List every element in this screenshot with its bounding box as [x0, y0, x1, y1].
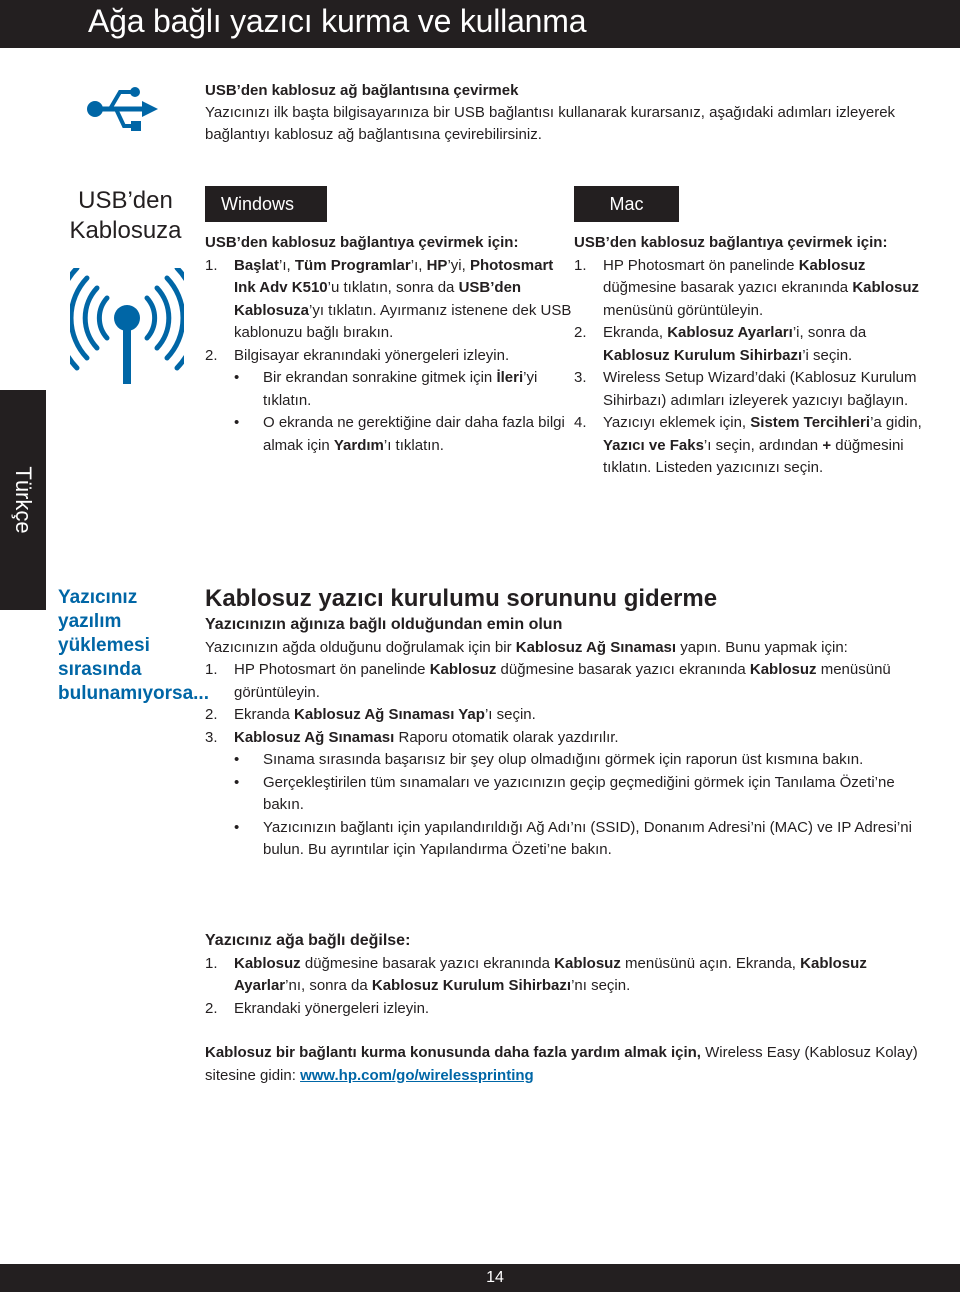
windows-subheading: USB’den kablosuz bağlantıya çevirmek için: — [205, 234, 519, 251]
mac-step-1 — [574, 255, 929, 323]
step-number: 1. — [205, 256, 218, 274]
step-bold: Kablosuz — [798, 256, 866, 274]
step-number: 1. — [205, 661, 218, 678]
trouble-step-3 — [205, 727, 925, 750]
step-text: HP Photosmart ön panelinde — [603, 256, 799, 274]
bullet-mark: • — [234, 369, 240, 386]
bullet-text: Yazıcınızın bağlantı için yapılandırıldığı Ağ Adı’nı (SSID), Donanım Adresi’ni (MAC) ve IP Adresi’ni bulun. Bu ayrıntılar için Yapılandırma Özeti’ne bakın. — [263, 818, 912, 858]
usb-title-line2: Kablosuza — [69, 217, 182, 244]
step-number: 2. — [205, 346, 218, 364]
trouble-bullets — [205, 749, 925, 862]
help-paragraph — [205, 1042, 925, 1087]
bullet-bold: Yardım — [333, 436, 384, 454]
usb-title-line1: USB’den — [78, 187, 173, 214]
step-bold: HP — [426, 256, 448, 274]
not-connected-step-1 — [205, 953, 925, 998]
step-bold: Kablosuz — [749, 661, 817, 678]
page-footer — [0, 1264, 960, 1292]
trouble-side-title: Yazıcınız yazılım yüklemesi sırasında bulunamıyorsa... — [58, 587, 209, 704]
windows-bullet-1 — [205, 367, 575, 412]
bullet-text: Bir ekrandan sonrakine gitmek için — [263, 369, 497, 386]
troubleshooting-section — [205, 584, 925, 862]
step-text: ’i, sonra da — [792, 324, 867, 341]
windows-step-2 — [205, 345, 575, 368]
step-bold: Kablosuz Kurulum Sihirbazı — [371, 977, 572, 994]
bullet-text: O ekranda ne gerektiğine dair daha fazla bilgi almak için — [263, 414, 565, 454]
language-tab-label: Türkçe — [11, 466, 36, 534]
trouble-intro — [205, 637, 925, 660]
windows-steps — [205, 255, 575, 368]
step-text: ’nı seçin. — [571, 977, 631, 994]
windows-step-1 — [205, 255, 575, 345]
step-text: ’ı seçin, ardından — [703, 436, 823, 454]
step-text: Bilgisayar ekranındaki yönergeleri izleyin. — [234, 346, 510, 364]
step-number: 1. — [205, 954, 218, 972]
bullet-text: Sınama sırasında başarısız bir şey olup olmadığını görmek için raporun üst kısmına bakın. — [263, 751, 864, 768]
trouble-bullet-3 — [205, 817, 925, 862]
mac-step-4 — [574, 412, 929, 480]
step-bold: Kablosuz — [852, 279, 919, 296]
mac-section — [574, 186, 929, 480]
mac-step-2 — [574, 322, 929, 367]
bullet-mark: • — [234, 773, 240, 791]
intro-text: Yazıcınızın ağda olduğunu doğrulamak için bir — [205, 638, 516, 656]
step-bold: Kablosuz — [429, 661, 497, 678]
step-bold: Kablosuz Kurulum Sihirbazı — [603, 346, 803, 364]
step-text: menüsünü görüntüleyin. — [603, 301, 764, 319]
intro-text: yapın. Bunu yapmak için: — [676, 638, 848, 656]
bullet-bold: İleri — [496, 369, 524, 386]
step-text: Wireless Setup Wizard’daki (Kablosuz Kurulum Sihirbazı) adımları izleyerek yazıcıyı bağlayın. — [603, 369, 917, 409]
trouble-heading: Kablosuz yazıcı kurulumu sorununu giderme — [205, 585, 718, 612]
page-number: 14 — [486, 1269, 504, 1286]
step-bold: Kablosuz Ayarları — [667, 324, 793, 341]
bullet-mark: • — [234, 414, 240, 431]
step-text: Ekranda, — [603, 324, 668, 341]
mac-label: Mac — [574, 186, 679, 222]
not-connected-step-2 — [205, 998, 925, 1021]
step-bold: USB’den Kablosuza — [234, 279, 522, 319]
step-text: ’i seçin. — [802, 346, 853, 364]
page-header — [0, 0, 960, 48]
trouble-step-1 — [205, 659, 925, 704]
step-number: 2. — [574, 324, 587, 341]
step-text: Ekrandaki yönergeleri izleyin. — [234, 999, 430, 1017]
intro-heading: USB’den kablosuz ağ bağlantısına çevirmek — [205, 82, 519, 99]
bullet-text: ’yi tıklatın. — [263, 369, 538, 409]
step-text: ’ı, — [279, 256, 295, 274]
intro-section — [205, 80, 905, 146]
usb-to-wireless-title — [58, 186, 193, 246]
step-number: 3. — [574, 369, 587, 386]
step-bold: Sistem Tercihleri — [750, 414, 871, 431]
help-text: Wireless Easy (Kablosuz Kolay) sitesine gidin: — [205, 1044, 918, 1084]
mac-subheading: USB’den kablosuz bağlantıya çevirmek için: — [574, 234, 888, 251]
trouble-bullet-1 — [205, 749, 925, 772]
wireless-printing-link[interactable]: www.hp.com/go/wirelessprinting — [300, 1066, 534, 1084]
trouble-subheading: Yazıcınızın ağınıza bağlı olduğundan emin olun — [205, 616, 563, 633]
step-bold: Yazıcı ve Faks — [603, 436, 704, 454]
language-tab — [0, 390, 46, 610]
step-text: Ekranda — [234, 706, 295, 723]
page-title: Ağa bağlı yazıcı kurma ve kullanma — [88, 3, 587, 39]
step-text: düğmesine basarak yazıcı ekranında — [496, 661, 750, 678]
step-text: düğmesine basarak yazıcı ekranında — [300, 954, 555, 972]
step-text: Raporu otomatik olarak yazdırılır. — [394, 728, 619, 746]
bullet-mark: • — [234, 818, 240, 836]
not-connected-heading: Yazıcınız ağa bağlı değilse: — [205, 932, 411, 949]
step-text: menüsünü görüntüleyin. — [234, 661, 891, 701]
step-bold: Kablosuz Ağ Sınaması — [234, 728, 395, 746]
step-number: 2. — [205, 999, 218, 1017]
mac-steps — [574, 255, 929, 480]
step-bold: Kablosuz Ayarlar — [234, 954, 867, 994]
windows-label: Windows — [205, 186, 327, 222]
trouble-bullet-2 — [205, 772, 925, 817]
not-connected-steps — [205, 953, 925, 1021]
step-text: düğmesini tıklatın. Listeden yazıcınızı seçin. — [603, 436, 904, 476]
step-text: ’ı seçin. — [484, 706, 536, 723]
windows-bullet-2 — [205, 412, 575, 457]
trouble-steps — [205, 659, 925, 749]
trouble-step-2 — [205, 704, 925, 727]
step-text: menüsünü açın. Ekranda, — [620, 954, 801, 972]
step-text: ’ı, — [410, 256, 427, 274]
step-bold: + — [822, 436, 832, 454]
step-text: ’a gidin, — [870, 414, 922, 431]
bullet-mark: • — [234, 751, 240, 768]
usb-icon — [86, 82, 160, 136]
intro-text: Yazıcınızı ilk başta bilgisayarınıza bir USB bağlantısı kullanarak kurarsanız, aşağıdaki adımları izleyerek bağlantıyı kablosuz ağ bağlantısına çevirebilirsiniz. — [205, 104, 896, 143]
step-text: HP Photosmart ön panelinde — [234, 661, 430, 678]
bullet-text: Gerçekleştirilen tüm sınamaları ve yazıcınızın geçip geçmediğini görmek için Tanılama Özeti’ne bakın. — [263, 773, 895, 813]
step-number: 1. — [574, 256, 587, 274]
step-text: ’u tıklatın, sonra da — [327, 279, 459, 296]
step-number: 3. — [205, 728, 218, 746]
step-text: ’yi, — [447, 256, 470, 274]
windows-bullets — [205, 367, 575, 457]
wireless-icon — [70, 268, 184, 386]
not-connected-section — [205, 930, 925, 1087]
step-bold: Başlat — [234, 256, 280, 274]
step-text: ’yı tıklatın. Ayırmanız istenene dek USB kablonuzu bağlı bırakın. — [234, 301, 572, 341]
step-bold: Photosmart Ink Adv K510 — [234, 256, 554, 296]
intro-bold: Kablosuz Ağ Sınaması — [515, 638, 677, 656]
step-number: 4. — [574, 414, 587, 431]
step-text: Yazıcıyı eklemek için, — [603, 414, 751, 431]
step-bold: Kablosuz — [234, 954, 301, 972]
step-bold: Kablosuz Ağ Sınaması Yap — [294, 706, 485, 723]
bullet-text: ’ı tıklatın. — [383, 436, 444, 454]
step-bold: Tüm Programlar — [294, 256, 411, 274]
mac-step-3 — [574, 367, 929, 412]
windows-section — [205, 186, 575, 457]
step-text: ’nı, sonra da — [285, 977, 372, 994]
help-bold: Kablosuz bir bağlantı kurma konusunda daha fazla yardım almak için, — [205, 1044, 701, 1061]
step-number: 2. — [205, 706, 218, 723]
step-text: düğmesine basarak yazıcı ekranında — [603, 279, 853, 296]
step-bold: Kablosuz — [554, 954, 621, 972]
